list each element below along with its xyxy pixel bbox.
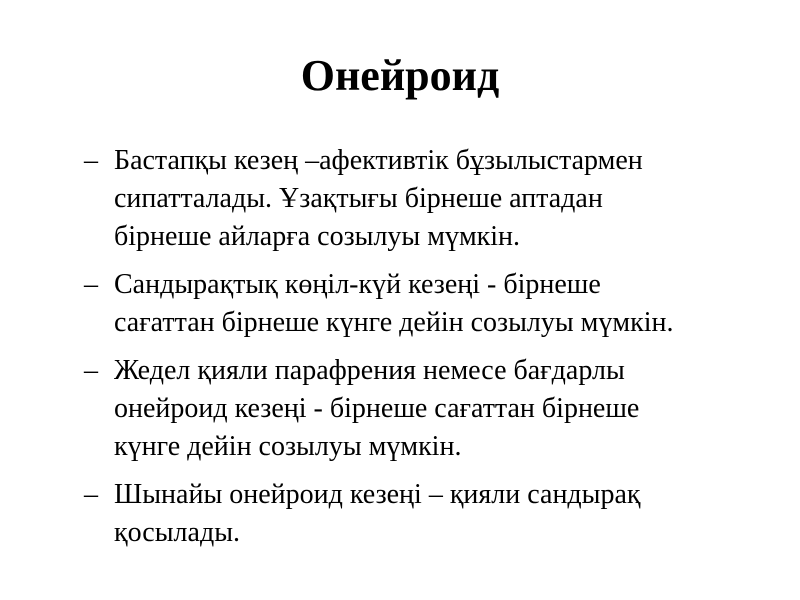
bullet-item bbox=[84, 266, 764, 342]
bullet-item bbox=[84, 352, 764, 466]
bullet-dash: – bbox=[84, 479, 98, 510]
bullet-line: Бастапқы кезең –афективтік бұзылыстармен bbox=[114, 145, 643, 176]
bullet-dash: – bbox=[84, 145, 98, 176]
bullet-line: сипатталады. Ұзақтығы бірнеше аптадан bbox=[114, 183, 603, 214]
bullet-line: сағаттан бірнеше күнге дейін созылуы мүмкін. bbox=[114, 307, 674, 338]
bullet-line: бірнеше айларға созылуы мүмкін. bbox=[114, 221, 521, 252]
bullet-line: Сандырақтық көңіл-күй кезеңі - бірнеше bbox=[114, 269, 601, 300]
bullet-line: Шынайы онейроид кезеңі – қияли сандырақ bbox=[114, 479, 641, 510]
bullet-item bbox=[84, 476, 764, 552]
bullet-item bbox=[84, 142, 764, 256]
bullet-dash: – bbox=[84, 355, 98, 386]
bullet-line: Жедел қияли парафрения немесе бағдарлы bbox=[114, 355, 625, 386]
bullet-dash: – bbox=[84, 269, 98, 300]
bullet-line: күнге дейін созылуы мүмкін. bbox=[114, 431, 462, 462]
slide-title: Онейроид bbox=[300, 51, 500, 100]
bullet-line: онейроид кезеңі - бірнеше сағаттан бірнеше bbox=[114, 393, 640, 424]
bullet-list bbox=[84, 142, 764, 562]
bullet-line: қосылады. bbox=[114, 517, 240, 548]
